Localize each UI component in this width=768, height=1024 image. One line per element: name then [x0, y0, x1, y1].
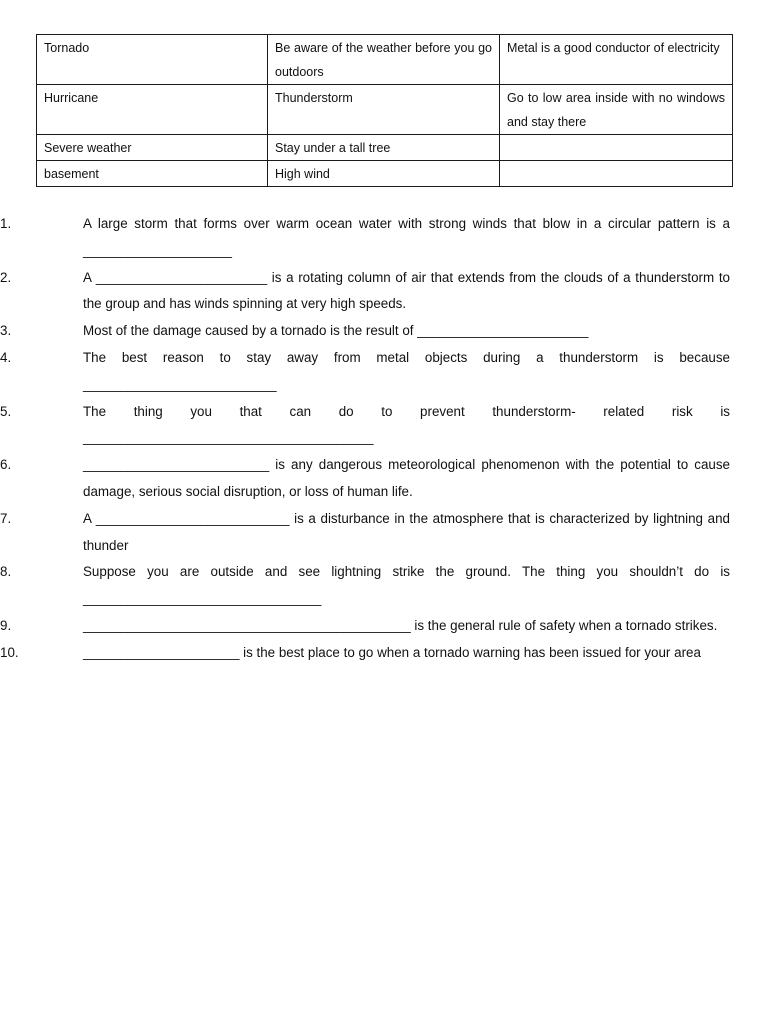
word-bank-cell: Go to low area inside with no windows and stay there [500, 85, 733, 135]
question-item [0, 640, 730, 667]
question-item [0, 399, 730, 453]
question-text: The thing you that can do to prevent thunderstorm- related risk is _______________________________________ [83, 403, 730, 446]
question-number: 7. [0, 510, 12, 526]
question-text: A _______________________ is a rotating column of air that extends from the clouds of a thunderstorm to the group and has winds spinning at very high speeds. [83, 269, 730, 312]
word-bank-row [37, 135, 733, 161]
question-number: 2. [0, 269, 12, 285]
question-text: _____________________ is the best place to go when a tornado warning has been issued for your area [83, 644, 701, 660]
question-text: The best reason to stay away from metal objects during a thunderstorm is because __________________________ [83, 349, 730, 392]
question-text: A large storm that forms over warm ocean water with strong winds that blow in a circular pattern is a ____________________ [83, 216, 730, 258]
question-item [0, 559, 730, 613]
word-bank-cell [500, 135, 733, 161]
word-bank-table [36, 34, 733, 187]
word-bank-row [37, 85, 733, 135]
question-number: 3. [0, 323, 12, 339]
word-bank-cell: basement [37, 161, 268, 187]
question-text: Suppose you are outside and see lightning strike the ground. The thing you shouldn’t do is ________________________________ [83, 564, 730, 607]
question-number: 9. [0, 617, 12, 633]
word-bank-cell: Thunderstorm [268, 85, 500, 135]
word-bank-cell [500, 161, 733, 187]
question-item [0, 613, 730, 640]
question-item [0, 506, 730, 560]
question-number: 1. [0, 216, 12, 231]
word-bank-cell: Hurricane [37, 85, 268, 135]
question-text: A __________________________ is a disturbance in the atmosphere that is characterized by lightning and thunder [83, 510, 730, 553]
question-item [0, 345, 730, 399]
question-number: 10. [0, 644, 19, 660]
question-number: 8. [0, 564, 12, 580]
word-bank-cell: High wind [268, 161, 500, 187]
question-item [0, 265, 730, 319]
question-list [0, 211, 730, 667]
question-text: _________________________ is any dangerous meteorological phenomenon with the potential to cause damage, serious social disruption, or loss of human life. [83, 457, 730, 499]
question-item [0, 211, 730, 265]
question-text: Most of the damage caused by a tornado is the result of _______________________ [83, 323, 589, 339]
question-number: 6. [0, 457, 12, 473]
question-item [0, 452, 730, 506]
question-number: 5. [0, 403, 12, 419]
question-number: 4. [0, 349, 12, 365]
word-bank-cell: Metal is a good conductor of electricity [500, 35, 733, 85]
question-text: ____________________________________________ is the general rule of safety when a tornado strikes. [83, 617, 718, 633]
question-item [0, 318, 730, 345]
word-bank-row [37, 161, 733, 187]
word-bank-cell: Severe weather [37, 135, 268, 161]
word-bank-row [37, 35, 733, 85]
word-bank-cell: Be aware of the weather before you go outdoors [268, 35, 500, 85]
word-bank-cell: Tornado [37, 35, 268, 85]
word-bank-cell: Stay under a tall tree [268, 135, 500, 161]
